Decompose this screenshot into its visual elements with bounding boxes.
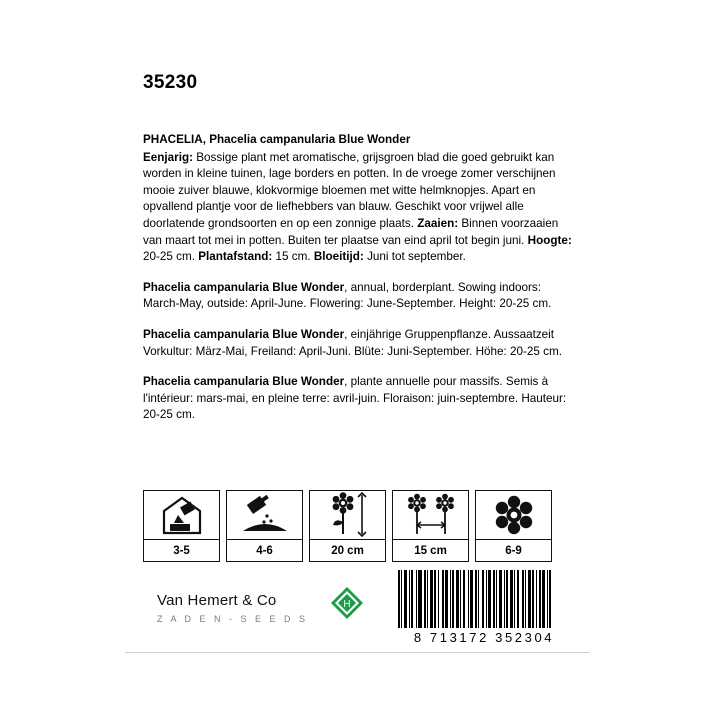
icon-label-height: 20 cm — [310, 539, 385, 561]
icon-label-distance: 15 cm — [393, 539, 468, 561]
barcode-digits: 8 713172 352304 — [413, 630, 555, 645]
flowering-period-icon — [476, 491, 551, 539]
sow-outdoors-icon — [227, 491, 302, 539]
icon-label-flowering: 6-9 — [476, 539, 551, 561]
sow-indoors-icon — [144, 491, 219, 539]
brand-subtitle: Z A D E N - S E E D S — [157, 614, 309, 624]
brand-block — [157, 592, 357, 624]
description-block — [143, 132, 575, 424]
icon-label-sow-indoors: 3-5 — [144, 539, 219, 561]
paragraph-english: Phacelia campanularia Blue Wonder, annual, borderplant. Sowing indoors: March-May, outside: April-June. Flowering: June-September. Height: 20-25 cm. — [143, 280, 552, 311]
icon-cell-sow-indoors — [143, 490, 220, 562]
plant-distance-icon — [393, 491, 468, 539]
icon-cell-sow-outdoors — [226, 490, 303, 562]
bottom-divider — [125, 652, 590, 653]
article-number: 35230 — [143, 72, 198, 93]
plant-title: PHACELIA, Phacelia campanularia Blue Wonder — [143, 133, 411, 146]
culture-icon-row — [143, 490, 552, 562]
icon-cell-distance — [392, 490, 469, 562]
icon-label-sow-outdoors: 4-6 — [227, 539, 302, 561]
svg-text:H: H — [343, 599, 351, 610]
plant-height-icon — [310, 491, 385, 539]
brand-logo-icon — [330, 586, 364, 620]
barcode-bars — [398, 570, 570, 628]
barcode-block — [398, 570, 570, 645]
icon-cell-height — [309, 490, 386, 562]
paragraph-dutch: Eenjarig: Bossige plant met aromatische, grijsgroen blad die goed gebruikt kan worden in kleine tuinen, lage borders en potten. In de vroege zomer verschijnen mooie zuiver blauwe, klokvormige bloemen met witte helmknopjes. Apart en opvallend plantje voor de liefhebbers van blauw. Geschikt voor vrijwel alle doorlatende grondsoorten en op een zonnige plaats. Zaaien: Binnen voorzaaien van maart tot mei in potten. Buiten ter plaatse van eind april tot begin juni. Hoogte: 20-25 cm. Plantafstand: 15 cm. Bloeitijd: Juni tot september. — [143, 150, 572, 264]
paragraph-french: Phacelia campanularia Blue Wonder, plante annuelle pour massifs. Semis à l'intérieur: mars-mai, en pleine terre: avril-juin. Floraison: juin-septembre. Hauteur: 20-25 cm. — [143, 375, 567, 422]
brand-name: Van Hemert & Co — [157, 592, 277, 609]
paragraph-german: Phacelia campanularia Blue Wonder, einjährige Gruppenpflanze. Aussaatzeit Vorkultur: März-Mai, Freiland: April-Juni. Blüte: Juni-September. Höhe: 20-25 cm. — [143, 327, 562, 358]
icon-cell-flowering — [475, 490, 552, 562]
